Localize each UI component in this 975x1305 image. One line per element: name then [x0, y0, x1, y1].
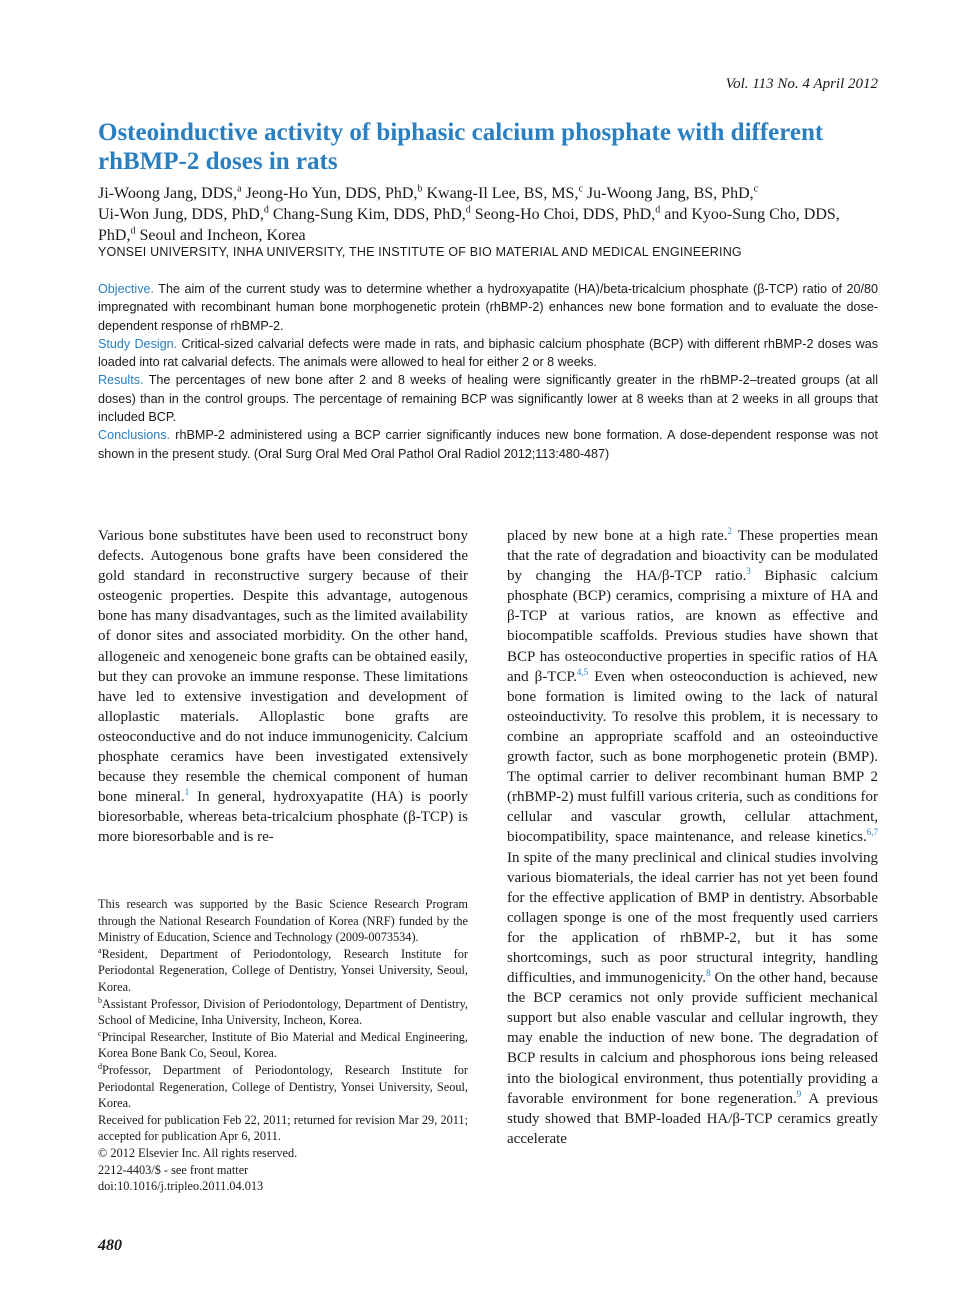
footnote-text: Assistant Professor, Division of Periodontology, Department of Dentistry, School of Medicine, Inha University, Incheon, Korea. — [98, 996, 468, 1028]
institution-line: YONSEI UNIVERSITY, INHA UNIVERSITY, THE INSTITUTE OF BIO MATERIAL AND MEDICAL ENGINEERING — [98, 245, 742, 259]
author-affil-mark: c — [578, 183, 583, 195]
footnote — [98, 1062, 468, 1112]
body-text: Biphasic calcium phosphate (BCP) ceramics, comprising a mixture of HA and β-TCP at various ratios, are known as effective and biocompatible scaffolds. Previous studies have shown that BCP has osteoconductive properties in specific ratios of HA and β-TCP. — [507, 568, 878, 685]
footnote-text: 2212-4403/$ - see front matter — [98, 1162, 249, 1177]
body-paragraph — [98, 526, 468, 848]
body-text: These properties mean that the rate of degradation and bioactivity can be modulated by changing the HA/β-TCP ratio. — [507, 528, 878, 585]
footnote-text: Principal Researcher, Institute of Bio Material and Medical Engineering, Korea Bone Bank Co, Seoul, Korea. — [98, 1029, 468, 1061]
body-text: Various bone substitutes have been used to reconstruct bony defects. Autogenous bone grafts have been considered the gold standard in reconstructive surgery because of their osteogenic properties. Despite this advantage, autogenous bone has many disadvantages, such as the limited availability of donor sites and associated morbidity. On the other hand, allogeneic and xenogeneic bone grafts can be obtained easily, but they can provoke an immune response. These limitations have led to extensive investigation and development of alloplastic materials. Alloplastic bone grafts are osteoconductive and do not induce immunogenicity. Calcium phosphate ceramics have been investigated extensively because they resemble the chemical component of human bone mineral. — [98, 528, 468, 806]
footnote — [98, 946, 468, 996]
author-location: Seoul and Incheon, Korea — [135, 227, 306, 244]
abstract-results — [98, 371, 878, 426]
abstract — [98, 280, 878, 463]
author-list — [98, 183, 878, 246]
author-name: Ji-Woong Jang, DDS, — [98, 185, 238, 202]
footnote-mark: a — [98, 945, 102, 955]
abstract-label: Study Design. — [98, 336, 178, 351]
footnote-mark: c — [98, 1028, 102, 1038]
abstract-label: Objective. — [98, 282, 154, 296]
footnote — [98, 996, 468, 1029]
citation-link[interactable]: 4,5 — [576, 666, 589, 677]
body-column-left — [98, 526, 468, 848]
abstract-label: Conclusions. — [98, 428, 171, 443]
footnote-text: This research was supported by the Basic Science Research Program through the National Research Foundation of Korea (NRF) funded by the Ministry of Education, Science and Technology (2009-0073534). — [98, 897, 468, 945]
page-number: 480 — [98, 1237, 122, 1254]
author-affil-mark: d — [655, 204, 661, 216]
footnote — [98, 1145, 468, 1162]
footnote-text: Professor, Department of Periodontology, Research Institute for Periodontal Regeneration, College of Dentistry, Yonsei University, Seoul, Korea. — [98, 1062, 468, 1111]
author-affil-mark: d — [465, 204, 471, 216]
author-name: Seong-Ho Choi, DDS, PhD, — [470, 206, 656, 223]
author-name: Chang-Sung Kim, DDS, PhD, — [268, 206, 466, 223]
citation-link[interactable]: 9 — [796, 1088, 802, 1099]
footnote-text: © 2012 Elsevier Inc. All rights reserved. — [98, 1145, 298, 1160]
author-name: and Kyoo-Sung Cho, DDS, PhD, — [98, 206, 840, 244]
footnote — [98, 896, 468, 946]
abstract-label: Results. — [98, 373, 144, 388]
footnote — [98, 1178, 468, 1195]
author-affil-mark: d — [130, 225, 136, 237]
journal-issue: Vol. 113 No. 4 April 2012 — [725, 76, 878, 92]
abstract-objective — [98, 280, 878, 335]
author-name: Kwang-Il Lee, BS, MS, — [422, 185, 579, 202]
footnote-text: Received for publication Feb 22, 2011; returned for revision Mar 29, 2011; accepted for publication Apr 6, 2011. — [98, 1112, 468, 1144]
body-paragraph — [507, 526, 878, 1149]
citation-link[interactable]: 1 — [184, 787, 190, 798]
citation-link[interactable]: 3 — [746, 566, 751, 577]
doi-text[interactable]: doi:10.1016/j.tripleo.2011.04.013 — [98, 1179, 264, 1194]
abstract-conclusions — [98, 426, 878, 463]
author-affil-mark: d — [263, 204, 269, 216]
body-column-right — [507, 526, 878, 1149]
abstract-text: The aim of the current study was to determine whether a hydroxyapatite (HA)/beta-tricalcium phosphate (β-TCP) ratio of 20/80 impregnated with recombinant human bone morphogenetic protein (rhBMP-2) enhances new bone formation and to evaluate the dose-dependent response of rhBMP-2. — [98, 282, 878, 333]
abstract-text: rhBMP-2 administered using a BCP carrier significantly induces new bone formation. A dose-dependent response was not shown in the present study. (Oral Surg Oral Med Oral Pathol Oral Radiol 2012;113:480-487) — [98, 428, 878, 461]
author-affil-mark: b — [417, 183, 423, 195]
article-title: Osteoinductive activity of biphasic calcium phosphate with different rhBMP-2 doses in rats — [98, 119, 824, 175]
footnote-text: Resident, Department of Periodontology, Research Institute for Periodontal Regeneration, College of Dentistry, Yonsei University, Seoul, Korea. — [98, 946, 468, 994]
body-text: On the other hand, because the BCP ceramics not only provide sufficient mechanical support but also enable vascular and cellular ingrowth, they may enable the induction of new bone. The degradation of BCP results in calcium and phosphorous ions being released into the biological environment, thus potentially providing a favorable environment for bone regeneration. — [507, 970, 879, 1107]
abstract-text: The percentages of new bone after 2 and 8 weeks of healing were significantly greater in the rhBMP-2–treated groups (at all doses) than in the control groups. The percentage of remaining BCP was significantly lower at 8 weeks than at 2 weeks in all groups that included BCP. — [98, 373, 878, 425]
author-name: Ju-Woong Jang, BS, PhD, — [582, 185, 754, 202]
body-text: placed by new bone at a high rate. — [507, 528, 728, 544]
footnote — [98, 1162, 468, 1179]
abstract-design — [98, 335, 878, 372]
footnote-mark: d — [98, 1061, 102, 1071]
citation-link[interactable]: 8 — [706, 968, 711, 979]
abstract-text: Critical-sized calvarial defects were made in rats, and biphasic calcium phosphate (BCP) with different rhBMP-2 doses was loaded into rat calvarial defects. The animals were allowed to heal for either 2 or 8 weeks. — [98, 336, 878, 370]
body-text: A previous study showed that BMP-loaded HA/β-TCP ceramics greatly accelerate — [507, 1090, 878, 1147]
body-text: In general, hydroxyapatite (HA) is poorly bioresorbable, whereas beta-tricalcium phosphate (β-TCP) is more bioresorbable and is re- — [98, 789, 468, 846]
author-name: Ui-Won Jung, DDS, PhD, — [98, 206, 264, 223]
footnote — [98, 1112, 468, 1145]
citation-link[interactable]: 2 — [727, 526, 733, 536]
body-text: In spite of the many preclinical and clinical studies involving various biomaterials, the ideal carrier has not yet been found for the effective application of BMP in dentistry. Absorbable collagen sponge is one of the most frequently used carriers for the application of rhBMP-2, but it has some shortcomings, such as poor structural integrity, handling difficulties, and immunogenicity. — [507, 849, 878, 987]
footnotes — [98, 896, 468, 1195]
footnote — [98, 1029, 468, 1062]
body-text: Even when osteoconduction is achieved, new bone formation is limited owing to the lack of natural osteoinductivity. To resolve this problem, it is necessary to combine an appropriate scaffold and an osteoinductive growth factor, such as bone morphogenetic protein (BMP). The optimal carrier to deliver recombinant human BMP 2 (rhBMP-2) must fulfill various criteria, such as conditions for cellular and vascular growth, cellular attachment, biocompatibility, space maintenance, and release kinetics. — [507, 668, 878, 846]
author-affil-mark: c — [753, 183, 759, 195]
citation-link[interactable]: 6,7 — [866, 827, 878, 838]
footnote-mark: b — [98, 995, 102, 1005]
author-affil-mark: a — [237, 183, 242, 195]
author-name: Jeong-Ho Yun, DDS, PhD, — [241, 185, 418, 202]
